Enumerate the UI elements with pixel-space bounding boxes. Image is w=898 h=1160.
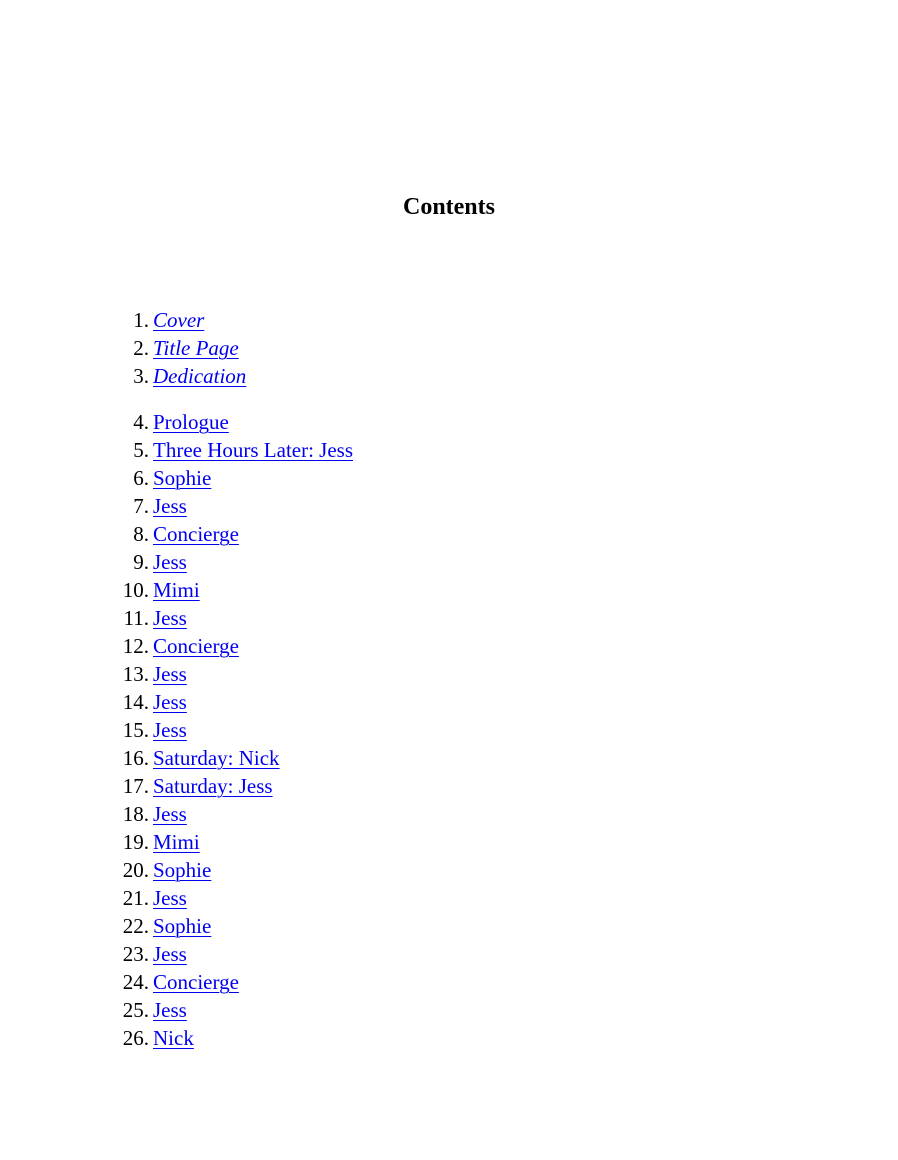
toc-link[interactable]: Title Page (153, 336, 239, 360)
list-item-number: 14. (122, 690, 149, 714)
toc-link[interactable]: Saturday: Jess (153, 774, 273, 798)
list-item (0, 492, 353, 520)
list-item (0, 912, 353, 940)
list-item (0, 306, 353, 334)
page-title: Contents (402, 194, 495, 220)
list-item-number: 4. (133, 410, 149, 434)
list-item-number: 11. (123, 606, 149, 630)
list-item-number: 9. (133, 550, 149, 574)
table-of-contents (0, 306, 353, 1052)
toc-link[interactable]: Jess (153, 886, 187, 910)
list-item (0, 436, 353, 464)
toc-link[interactable]: Three Hours Later: Jess (153, 438, 354, 462)
toc-link[interactable]: Jess (153, 494, 187, 518)
toc-link[interactable]: Jess (153, 550, 187, 574)
toc-link[interactable]: Jess (153, 802, 187, 826)
toc-link[interactable]: Jess (153, 606, 187, 630)
toc-link[interactable]: Cover (153, 308, 205, 332)
list-item (0, 520, 353, 548)
list-item (0, 800, 353, 828)
list-item-number: 17. (122, 774, 149, 798)
list-item (0, 688, 353, 716)
list-item (0, 362, 353, 390)
list-item (0, 996, 353, 1024)
toc-link[interactable]: Mimi (153, 578, 200, 602)
list-item-number: 7. (133, 494, 149, 518)
list-item (0, 548, 353, 576)
toc-link[interactable]: Nick (153, 1026, 194, 1050)
toc-link[interactable]: Jess (153, 662, 187, 686)
list-item-number: 25. (122, 998, 149, 1022)
toc-link[interactable]: Concierge (153, 970, 239, 994)
list-item (0, 884, 353, 912)
list-item-number: 13. (122, 662, 149, 686)
list-item-number: 21. (122, 886, 149, 910)
list-item-number: 8. (133, 522, 149, 546)
list-item-number: 1. (133, 308, 149, 332)
toc-link[interactable]: Concierge (153, 634, 239, 658)
list-item (0, 968, 353, 996)
list-item (0, 772, 353, 800)
toc-link[interactable]: Sophie (153, 466, 212, 490)
list-item-number: 10. (122, 578, 149, 602)
list-item-number: 18. (122, 802, 149, 826)
toc-link[interactable]: Saturday: Nick (153, 746, 280, 770)
toc-link[interactable]: Jess (153, 718, 187, 742)
list-item-number: 3. (133, 364, 149, 388)
list-item (0, 576, 353, 604)
list-item-number: 6. (133, 466, 149, 490)
list-item (0, 856, 353, 884)
toc-link[interactable]: Jess (153, 998, 187, 1022)
list-item (0, 660, 353, 688)
list-item-number: 19. (122, 830, 149, 854)
toc-link[interactable]: Prologue (153, 410, 229, 434)
list-item-number: 16. (122, 746, 149, 770)
list-item-number: 22. (122, 914, 149, 938)
list-item (0, 828, 353, 856)
list-item-number: 15. (122, 718, 149, 742)
toc-link[interactable]: Mimi (153, 830, 200, 854)
list-item-number: 23. (122, 942, 149, 966)
list-item (0, 716, 353, 744)
toc-link[interactable]: Sophie (153, 914, 212, 938)
list-item (0, 632, 353, 660)
list-item-number: 26. (122, 1026, 149, 1050)
list-item (0, 334, 353, 362)
list-item-number: 5. (133, 438, 149, 462)
toc-link[interactable]: Concierge (153, 522, 239, 546)
toc-link[interactable]: Jess (153, 942, 187, 966)
list-item (0, 408, 353, 436)
list-item-number: 12. (122, 634, 149, 658)
toc-link[interactable]: Dedication (153, 364, 247, 388)
toc-link[interactable]: Sophie (153, 858, 212, 882)
list-item (0, 940, 353, 968)
list-item (0, 744, 353, 772)
list-item-number: 2. (133, 336, 149, 360)
toc-link[interactable]: Jess (153, 690, 187, 714)
list-item (0, 1024, 353, 1052)
list-item-number: 24. (122, 970, 149, 994)
list-item (0, 464, 353, 492)
list-item (0, 604, 353, 632)
list-item-number: 20. (122, 858, 149, 882)
